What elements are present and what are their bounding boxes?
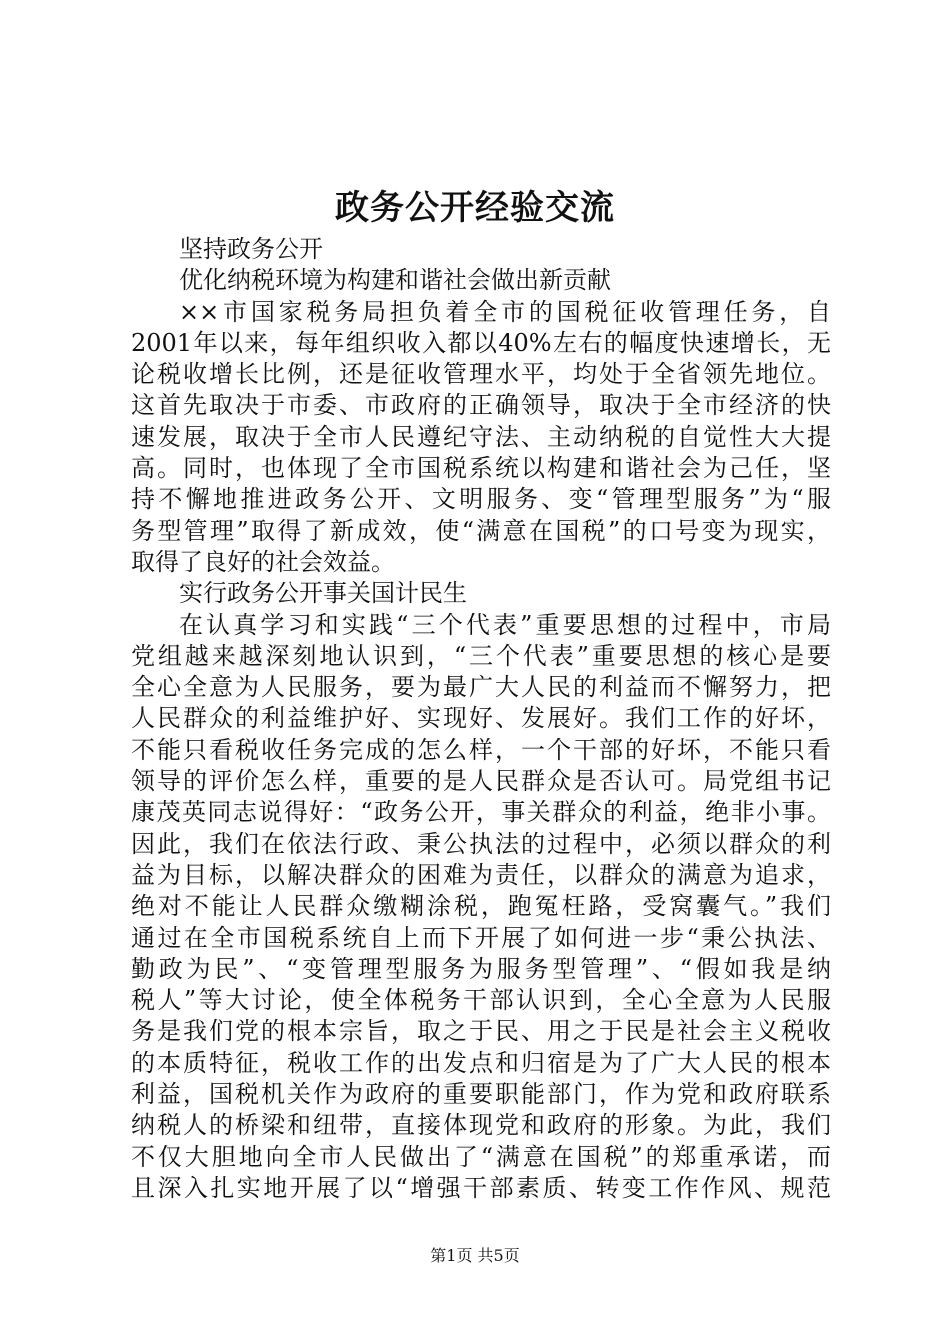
paragraph-line: 全心全意为人民服务，要为最广大人民的利益而不懈努力，把	[131, 673, 831, 702]
paragraph-heading: 实行政务公开事关国计民生	[179, 579, 467, 608]
paragraph-line: 务型管理”取得了新成效，使“满意在国税”的口号变为现实，	[131, 516, 831, 545]
paragraph-heading: 优化纳税环境为构建和谐社会做出新贡献	[179, 266, 611, 295]
paragraph-line: 且深入扎实地开展了以“增强干部素质、转变工作作风、规范	[131, 1173, 831, 1202]
paragraph-line: 党组越来越深刻地认识到，“三个代表”重要思想的核心是要	[131, 641, 831, 670]
document-body	[131, 234, 831, 1204]
paragraph-line: 高。同时，也体现了全市国税系统以构建和谐社会为己任，坚	[131, 454, 831, 483]
paragraph-line: 不能只看税收任务完成的怎么样，一个干部的好坏，不能只看	[131, 735, 831, 764]
paragraph-line: 2001年以来，每年组织收入都以40%左右的幅度快速增长，无	[131, 328, 831, 357]
paragraph-line: 论税收增长比例，还是征收管理水平，均处于全省领先地位。	[131, 360, 831, 389]
paragraph-line: 这首先取决于市委、市政府的正确领导，取决于全市经济的快	[131, 391, 831, 420]
paragraph-line: ××市国家税务局担负着全市的国税征收管理任务，自	[179, 297, 831, 326]
paragraph-line: 通过在全市国税系统自上而下开展了如何进一步“秉公执法、	[131, 923, 831, 952]
paragraph-line: 纳税人的桥梁和纽带，直接体现党和政府的形象。为此，我们	[131, 1111, 831, 1140]
paragraph-line: 速发展，取决于全市人民遵纪守法、主动纳税的自觉性大大提	[131, 422, 831, 451]
paragraph-line: 因此，我们在依法行政、秉公执法的过程中，必须以群众的利	[131, 829, 831, 858]
paragraph-line: 康茂英同志说得好：“政务公开，事关群众的利益，绝非小事。	[131, 798, 831, 827]
paragraph-line: 持不懈地推进政务公开、文明服务、变“管理型服务”为“服	[131, 485, 831, 514]
paragraph-line: 益为目标，以解决群众的困难为责任，以群众的满意为追求，	[131, 860, 831, 889]
page-footer: 第1页 共5页	[430, 1246, 520, 1265]
paragraph-line: 勤政为民”、“变管理型服务为服务型管理”、“假如我是纳	[131, 954, 831, 983]
paragraph-line: 不仅大胆地向全市人民做出了“满意在国税”的郑重承诺，而	[131, 1142, 831, 1171]
paragraph-heading: 坚持政务公开	[179, 235, 323, 263]
paragraph-line: 务是我们党的根本宗旨，取之于民、用之于民是社会主义税收	[131, 1017, 831, 1046]
paragraph-line: 利益，国税机关作为政府的重要职能部门，作为党和政府联系	[131, 1080, 831, 1109]
paragraph-line: 在认真学习和实践“三个代表”重要思想的过程中，市局	[179, 610, 831, 639]
paragraph-line: 取得了良好的社会效益。	[131, 547, 395, 576]
paragraph-line: 的本质特征，税收工作的出发点和归宿是为了广大人民的根本	[131, 1048, 831, 1077]
paragraph-line: 领导的评价怎么样，重要的是人民群众是否认可。局党组书记	[131, 767, 831, 796]
paragraph-line: 绝对不能让人民群众缴糊涂税，跑冤枉路，受窝囊气。”我们	[131, 892, 831, 921]
document-title: 政务公开经验交流	[335, 188, 615, 228]
paragraph-line: 人民群众的利益维护好、实现好、发展好。我们工作的好坏，	[131, 704, 831, 733]
paragraph-line: 税人”等大讨论，使全体税务干部认识到，全心全意为人民服	[131, 986, 831, 1015]
